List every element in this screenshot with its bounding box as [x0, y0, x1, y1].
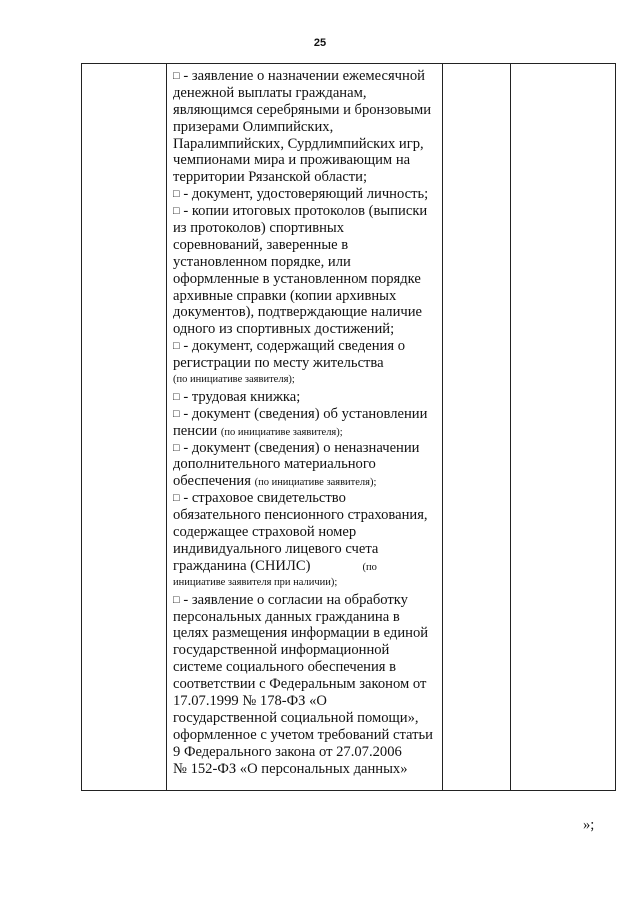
list-item-line: призерами Олимпийских,: [173, 118, 334, 135]
list-item-line: чемпионами мира и проживающим на: [173, 152, 411, 169]
document-table: [81, 63, 616, 791]
list-item-line: Паралимпийских, Сурдлимпийских игр,: [173, 135, 424, 152]
list-item: □ - трудовая книжка;: [173, 388, 301, 405]
list-item-note: (по инициативе заявителя);: [220, 426, 343, 438]
list-item-line: целях размещения информации в единой: [173, 625, 429, 642]
list-item-line: являющимся серебряными и бронзовыми: [173, 101, 432, 118]
list-item: □ - документ, содержащий сведения о: [173, 338, 405, 355]
list-item-note: (по инициативе заявителя);: [173, 374, 295, 386]
list-item-note: (по: [362, 561, 377, 573]
checkbox-icon: □: [173, 593, 180, 606]
list-item-line: государственной информационной: [173, 642, 390, 659]
list-item-line: индивидуального лицевого счета: [173, 540, 379, 557]
list-item-line: дополнительного материального: [173, 456, 376, 473]
list-item-line: установленном порядке, или: [173, 253, 351, 270]
checkbox-icon: □: [173, 492, 180, 505]
list-item: □ - заявление о согласии на обработку: [173, 591, 408, 608]
list-item: □ - копии итоговых протоколов (выписки: [173, 203, 428, 220]
table-cell-empty-3: [443, 64, 511, 791]
list-item-line: пенсии (по инициативе заявителя);: [173, 422, 343, 439]
list-item-note: (по инициативе заявителя);: [254, 477, 377, 489]
list-item-line: 17.07.1999 № 178-ФЗ «О: [173, 692, 327, 709]
list-item-line: одного из спортивных достижений;: [173, 321, 395, 338]
list-item: □ - документ, удостоверяющий личность;: [173, 186, 429, 203]
list-item-line: оформленные в установленном порядке: [173, 270, 421, 287]
page-number: 25: [313, 37, 327, 49]
documents-list: [167, 64, 442, 777]
table-row: [82, 64, 616, 791]
list-item-line: гражданина (СНИЛС) (по: [173, 557, 377, 574]
list-item-line: из протоколов) спортивных: [173, 220, 345, 237]
list-item-line: соревнований, заверенные в: [173, 236, 349, 253]
list-item-note: инициативе заявителя при наличии);: [173, 576, 338, 588]
checkbox-icon: □: [173, 340, 180, 353]
checkbox-icon: □: [173, 188, 180, 201]
list-item-line: соответствии с Федеральным законом от: [173, 676, 427, 693]
list-item-line: регистрации по месту жительства: [173, 355, 384, 372]
table-cell-empty-4: [511, 64, 616, 791]
list-item: □ - заявление о назначении ежемесячной: [173, 68, 425, 84]
checkbox-icon: □: [173, 205, 180, 218]
documents-list-cell: [167, 64, 443, 791]
list-item: □ - документ (сведения) о неназначении: [173, 439, 420, 456]
list-item-line: 9 Федерального закона от 27.07.2006: [173, 743, 402, 760]
list-item-line: архивные справки (копии архивных: [173, 287, 397, 304]
list-item-line: оформленное с учетом требований статьи: [173, 726, 433, 743]
list-item-line: денежной выплаты гражданам,: [173, 84, 367, 101]
table-cell-empty-1: [82, 64, 167, 791]
list-item-line: системе социального обеспечения в: [173, 659, 397, 676]
list-item-line: № 152-ФЗ «О персональных данных»: [173, 760, 408, 777]
list-item-line: государственной социальной помощи»,: [173, 709, 419, 726]
checkbox-icon: □: [173, 407, 180, 420]
list-item-line: территории Рязанской области;: [173, 169, 368, 186]
checkbox-icon: □: [173, 70, 180, 82]
list-item-line: персональных данных гражданина в: [173, 608, 400, 625]
list-item-line: обеспечения (по инициативе заявителя);: [173, 473, 377, 490]
list-item-line: обязательного пенсионного страхования,: [173, 507, 428, 524]
list-item: □ - страховое свидетельство: [173, 490, 346, 507]
checkbox-icon: □: [173, 441, 180, 454]
list-item: □ - документ (сведения) об установлении: [173, 405, 428, 422]
list-item-line: документов), подтверждающие наличие: [173, 304, 423, 321]
checkbox-icon: □: [173, 390, 180, 403]
closing-quote-mark: »;: [583, 817, 595, 833]
list-item-line: содержащее страховой номер: [173, 524, 357, 541]
